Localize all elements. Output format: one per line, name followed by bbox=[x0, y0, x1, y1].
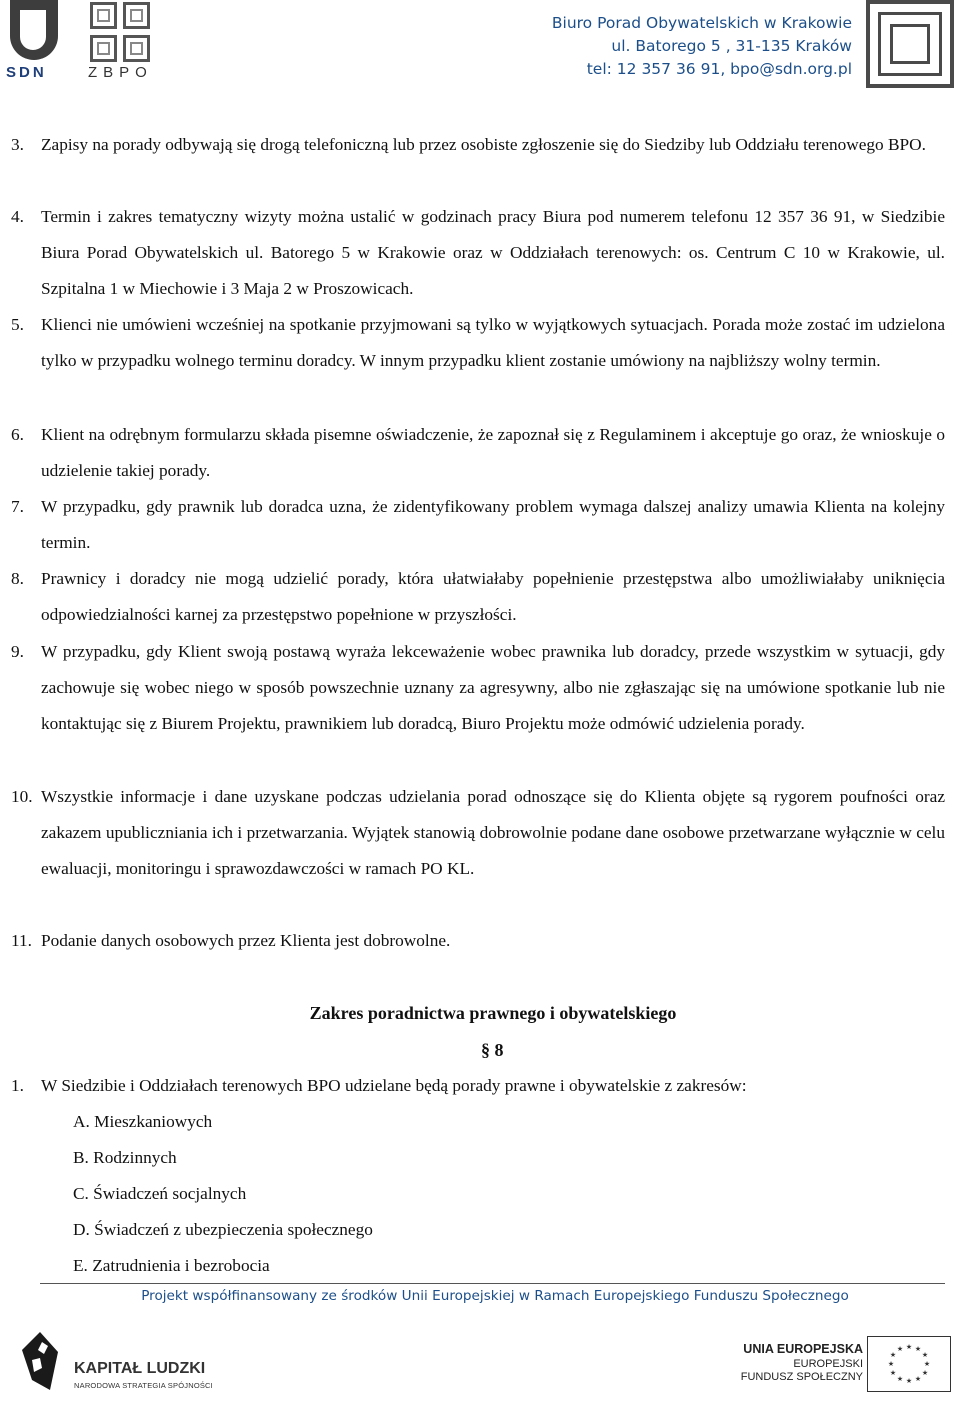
item-number: 8. bbox=[11, 569, 24, 588]
item-text: Zapisy na porady odbywają się drogą telefoniczną lub przez osobiste zgłoszenie się do Siedziby lub Oddziału terenowego BPO. bbox=[41, 135, 926, 154]
kapital-ludzki-logo bbox=[22, 1332, 222, 1392]
svg-text:★: ★ bbox=[921, 1351, 929, 1359]
item-number: 7. bbox=[11, 497, 24, 516]
svg-text:★: ★ bbox=[914, 1375, 922, 1383]
scope-item: A. Mieszkaniowych bbox=[73, 1112, 213, 1131]
svg-text:★: ★ bbox=[896, 1345, 904, 1353]
eu-logo bbox=[740, 1336, 955, 1392]
item-number: 1. bbox=[11, 1076, 24, 1095]
page-header bbox=[0, 0, 960, 92]
item-text: Prawnicy i doradcy nie mogą udzielić porady, która ułatwiałaby popełnienie przestępstwa albo umożliwiałaby uniknięcia odpowiedzialności karnej za przestępstwo popełnione w przyszłości. bbox=[41, 569, 945, 624]
item-text: W przypadku, gdy prawnik lub doradca uzna, że zidentyfikowany problem wymaga dalszej analizy umawia Klienta na kolejny termin. bbox=[41, 497, 945, 552]
kapital-ludzki-subtitle: NARODOWA STRATEGIA SPÓJNOŚCI bbox=[74, 1381, 213, 1390]
item-number: 10. bbox=[11, 787, 33, 806]
organization-address: ul. Batorego 5 , 31-135 Kraków bbox=[611, 37, 852, 55]
zbpo-logo-text: ZBPO bbox=[88, 64, 153, 81]
scope-item: C. Świadczeń socjalnych bbox=[73, 1184, 247, 1203]
sdn-logo-text: SDN bbox=[6, 64, 47, 81]
eu-logo-line1: UNIA EUROPEJSKA bbox=[743, 1342, 863, 1356]
paragraph-number: § 8 bbox=[481, 1040, 504, 1060]
kapital-ludzki-title: KAPITAŁ LUDZKI bbox=[74, 1360, 206, 1377]
eu-logo-line2: EUROPEJSKI bbox=[793, 1358, 863, 1370]
zbpo-logo-icon bbox=[90, 2, 150, 62]
sdn-logo bbox=[2, 0, 66, 86]
eu-logo-line3: FUNDUSZ SPOŁECZNY bbox=[740, 1371, 863, 1383]
kapital-ludzki-icon bbox=[22, 1332, 58, 1390]
eu-flag-icon bbox=[867, 1336, 951, 1392]
item-text: W Siedzibie i Oddziałach terenowych BPO udzielane będą porady prawne i obywatelskie z zakresów: bbox=[41, 1076, 747, 1095]
item-text: Klienci nie umówieni wcześniej na spotkanie przyjmowani są tylko w wyjątkowych sytuacjach. Porada może zostać im udzielona tylko w przypadku wolnego terminu doradcy. W innym przypadku klient zostanie umówiony na najbliższy wolny termin. bbox=[41, 315, 945, 370]
item-number: 4. bbox=[11, 207, 24, 226]
svg-text:★: ★ bbox=[921, 1369, 929, 1377]
svg-text:★: ★ bbox=[905, 1377, 913, 1385]
section-title: Zakres poradnictwa prawnego i obywatelskiego bbox=[309, 1003, 677, 1023]
svg-text:★: ★ bbox=[896, 1375, 904, 1383]
footer-divider bbox=[40, 1283, 945, 1284]
svg-text:★: ★ bbox=[887, 1360, 895, 1368]
item-text: Klient na odrębnym formularzu składa pisemne oświadczenie, że zapoznał się z Regulaminem i akceptuje go oraz, że wnioskuje o udzielenie takiej porady. bbox=[41, 425, 945, 480]
item-number: 11. bbox=[11, 931, 32, 950]
organization-contact: tel: 12 357 36 91, bpo@sdn.org.pl bbox=[586, 60, 852, 78]
organization-info bbox=[552, 12, 852, 81]
item-text: W przypadku, gdy Klient swoją postawą wyraża lekceważenie wobec prawnika lub doradcy, przede wszystkim w sytuacji, gdy zachowuje się wobec niego w sposób powszechnie uznany za agresywny, albo nie zgłaszając się na umówione spotkanie lub nie kontaktując się z Biurem Projektu, prawnikiem lub doradcą, Biuro Projektu może odmówić udzielenia porady. bbox=[41, 642, 945, 733]
item-text: Wszystkie informacje i dane uzyskane podczas udzielania porad odnoszące się do Klienta objęte są rygorem poufności oraz zakazem upubliczniania ich i przetwarzania. Wyjątek stanowią dobrowolnie podane dane osobowe przetwarzane wyłącznie w celu ewaluacji, monitoringu i sprawozdawczości w ramach PO KL. bbox=[41, 787, 945, 878]
item-text: Podanie danych osobowych przez Klienta jest dobrowolne. bbox=[41, 931, 451, 950]
svg-text:★: ★ bbox=[923, 1360, 931, 1368]
scope-item: B. Rodzinnych bbox=[73, 1148, 177, 1167]
item-number: 3. bbox=[11, 135, 24, 154]
svg-text:★: ★ bbox=[905, 1343, 913, 1351]
zbpo-logo bbox=[84, 0, 160, 86]
item-number: 6. bbox=[11, 425, 24, 444]
svg-text:★: ★ bbox=[889, 1369, 897, 1377]
item-number: 5. bbox=[11, 315, 24, 334]
cofinancing-note: Projekt współfinansowany ze środków Unii Europejskiej w Ramach Europejskiego Funduszu Społecznego bbox=[141, 1288, 849, 1304]
item-number: 9. bbox=[11, 642, 24, 661]
sdn-logo-icon bbox=[10, 0, 58, 60]
svg-text:★: ★ bbox=[889, 1351, 897, 1359]
scope-item: E. Zatrudnienia i bezrobocia bbox=[73, 1256, 270, 1275]
scope-item: D. Świadczeń z ubezpieczenia społecznego bbox=[73, 1220, 373, 1239]
svg-text:★: ★ bbox=[914, 1345, 922, 1353]
organization-name: Biuro Porad Obywatelskich w Krakowie bbox=[551, 14, 852, 32]
item-text: Termin i zakres tematyczny wizyty można ustalić w godzinach pracy Biura pod numerem telefonu 12 357 36 91, w Siedzibie Biura Porad Obywatelskich ul. Batorego 5 w Krakowie oraz w Oddziałach terenowych: os. Centrum C 10 w Krakowie, ul. Szpitalna 1 w Miechowie i 3 Maja 2 w Proszowicach. bbox=[41, 207, 945, 298]
squares-logo-icon bbox=[866, 0, 954, 88]
